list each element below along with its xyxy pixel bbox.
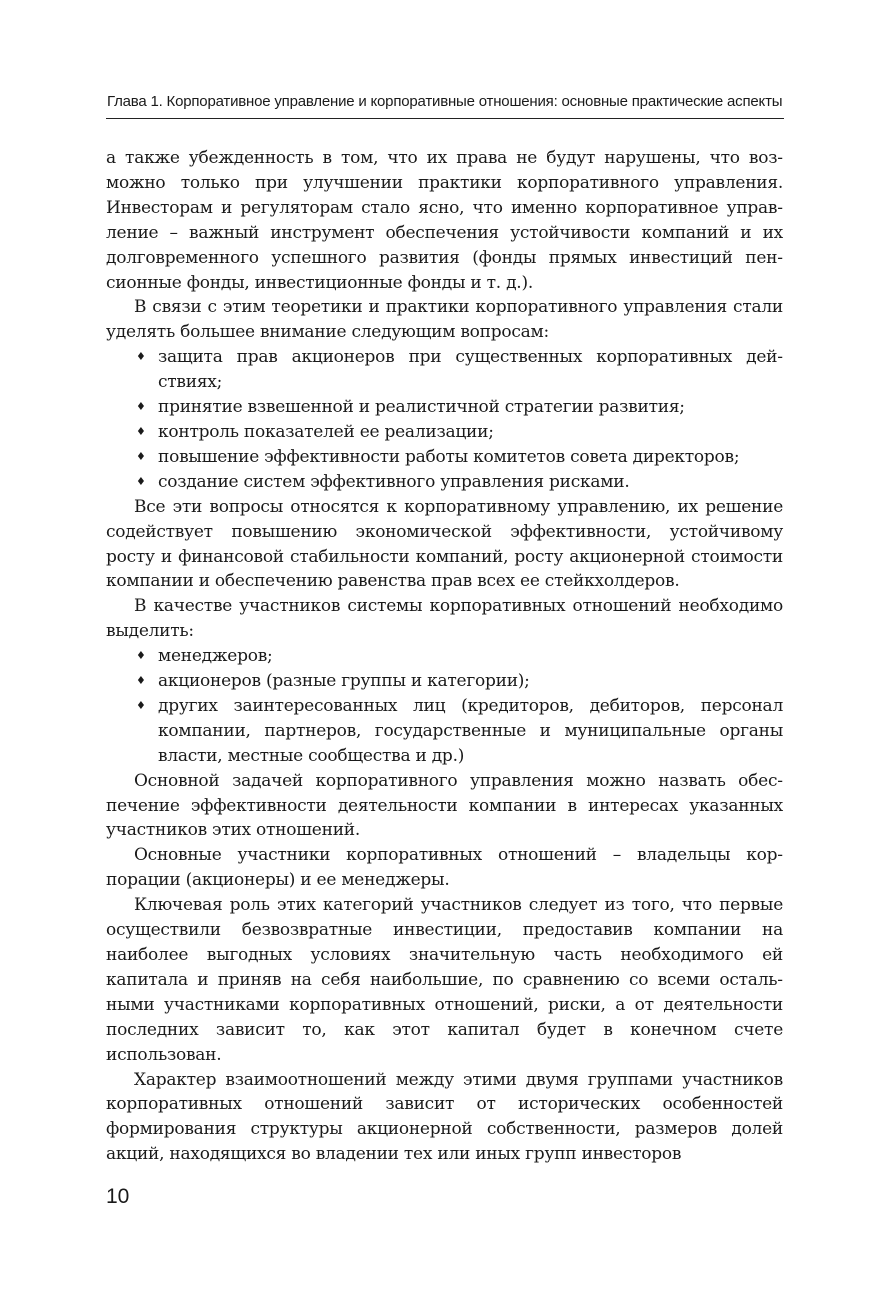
paragraph-5: Основной задачей корпоративного управления можно назвать обеспечение эффективности деятельности компании в интересах указанных участников этих отношений. <box>106 770 783 841</box>
paragraph-3: Все эти вопросы относятся к корпоративному управлению, их решение содействует повышению экономической эффективности, устойчивому росту и финансовой стабильности компаний, росту акционерной стоимости компании и обеспечению равенства прав всех ее стейкхолдеров. <box>106 496 783 592</box>
paragraph-8: Характер взаимоотношений между этими двумя группами участников корпоративных отношений зависит от исторических особенностей формирования структуры акционерной собственности, размеров долей акций, находящихся во владении тех или иных групп инвесторов <box>106 1069 783 1165</box>
bullet-icon: ♦ <box>136 424 146 438</box>
list-item: ♦ менеджеров; <box>158 644 783 669</box>
paragraph-1: а также убежденность в том, что их права не будут нарушены, что возможно только при улучшении практики корпоративного управления. Инвесторам и регуляторам стало ясно, что именно корпоративное управление – важный инструмент обеспечения устойчивости компаний и их долговременного успешного развития (фонды прямых инвестиций пенсионные фонды, инвестиционные фонды и т. д.). <box>106 148 783 293</box>
bullet-icon: ♦ <box>136 474 146 488</box>
bullet-icon: ♦ <box>136 350 146 364</box>
page-number: 10 <box>106 1185 130 1208</box>
header-rule <box>106 118 784 119</box>
bullet-icon: ♦ <box>136 400 146 414</box>
paragraph-6: Основные участники корпоративных отношений – владельцы корпорации (акционеры) и ее менеджеры. <box>106 845 783 891</box>
bullet-icon: ♦ <box>136 698 146 712</box>
body-text <box>106 146 783 1167</box>
bullet-icon: ♦ <box>136 649 146 663</box>
bullet-list-1 <box>106 345 783 494</box>
list-item: ♦ принятие взвешенной и реалистичной стратегии развития; <box>158 395 783 420</box>
list-item: ♦ акционеров (разные группы и категории); <box>158 669 783 694</box>
running-header: Глава 1. Корпоративное управление и корпоративные отношения: основные практические аспекты <box>107 93 783 110</box>
paragraph-4: В качестве участников системы корпоративных отношений необходимо выделить: <box>106 596 783 642</box>
list-item: ♦ защита прав акционеров при существенных корпоративных действиях; <box>136 347 783 393</box>
paragraph-7: Ключевая роль этих категорий участников следует из того, что первые осуществили безвозвратные инвестиции, предоставив компании на наиболее выгодных условиях значительную часть необходимого ей капитала и приняв на себя наибольшие, по сравнению со всеми остальными участниками корпоративных отношений, риски, а от деятельности последних зависит то, как этот капитал будет в конечном счете использован. <box>106 895 783 1065</box>
bullet-icon: ♦ <box>136 449 146 463</box>
list-item: ♦ создание систем эффективного управления рисками. <box>158 470 783 495</box>
list-item: ♦ других заинтересованных лиц (кредиторов, дебиторов, персонал компании, партнеров, государственные и муниципальные органы власти, местные сообщества и др.) <box>136 695 783 766</box>
list-item: ♦ повышение эффективности работы комитетов совета директоров; <box>158 445 783 470</box>
paragraph-2: В связи с этим теоретики и практики корпоративного управления стали уделять большее внимание следующим вопросам: <box>106 297 783 343</box>
bullet-icon: ♦ <box>136 674 146 688</box>
bullet-list-2 <box>106 644 783 769</box>
list-item: ♦ контроль показателей ее реализации; <box>158 420 783 445</box>
